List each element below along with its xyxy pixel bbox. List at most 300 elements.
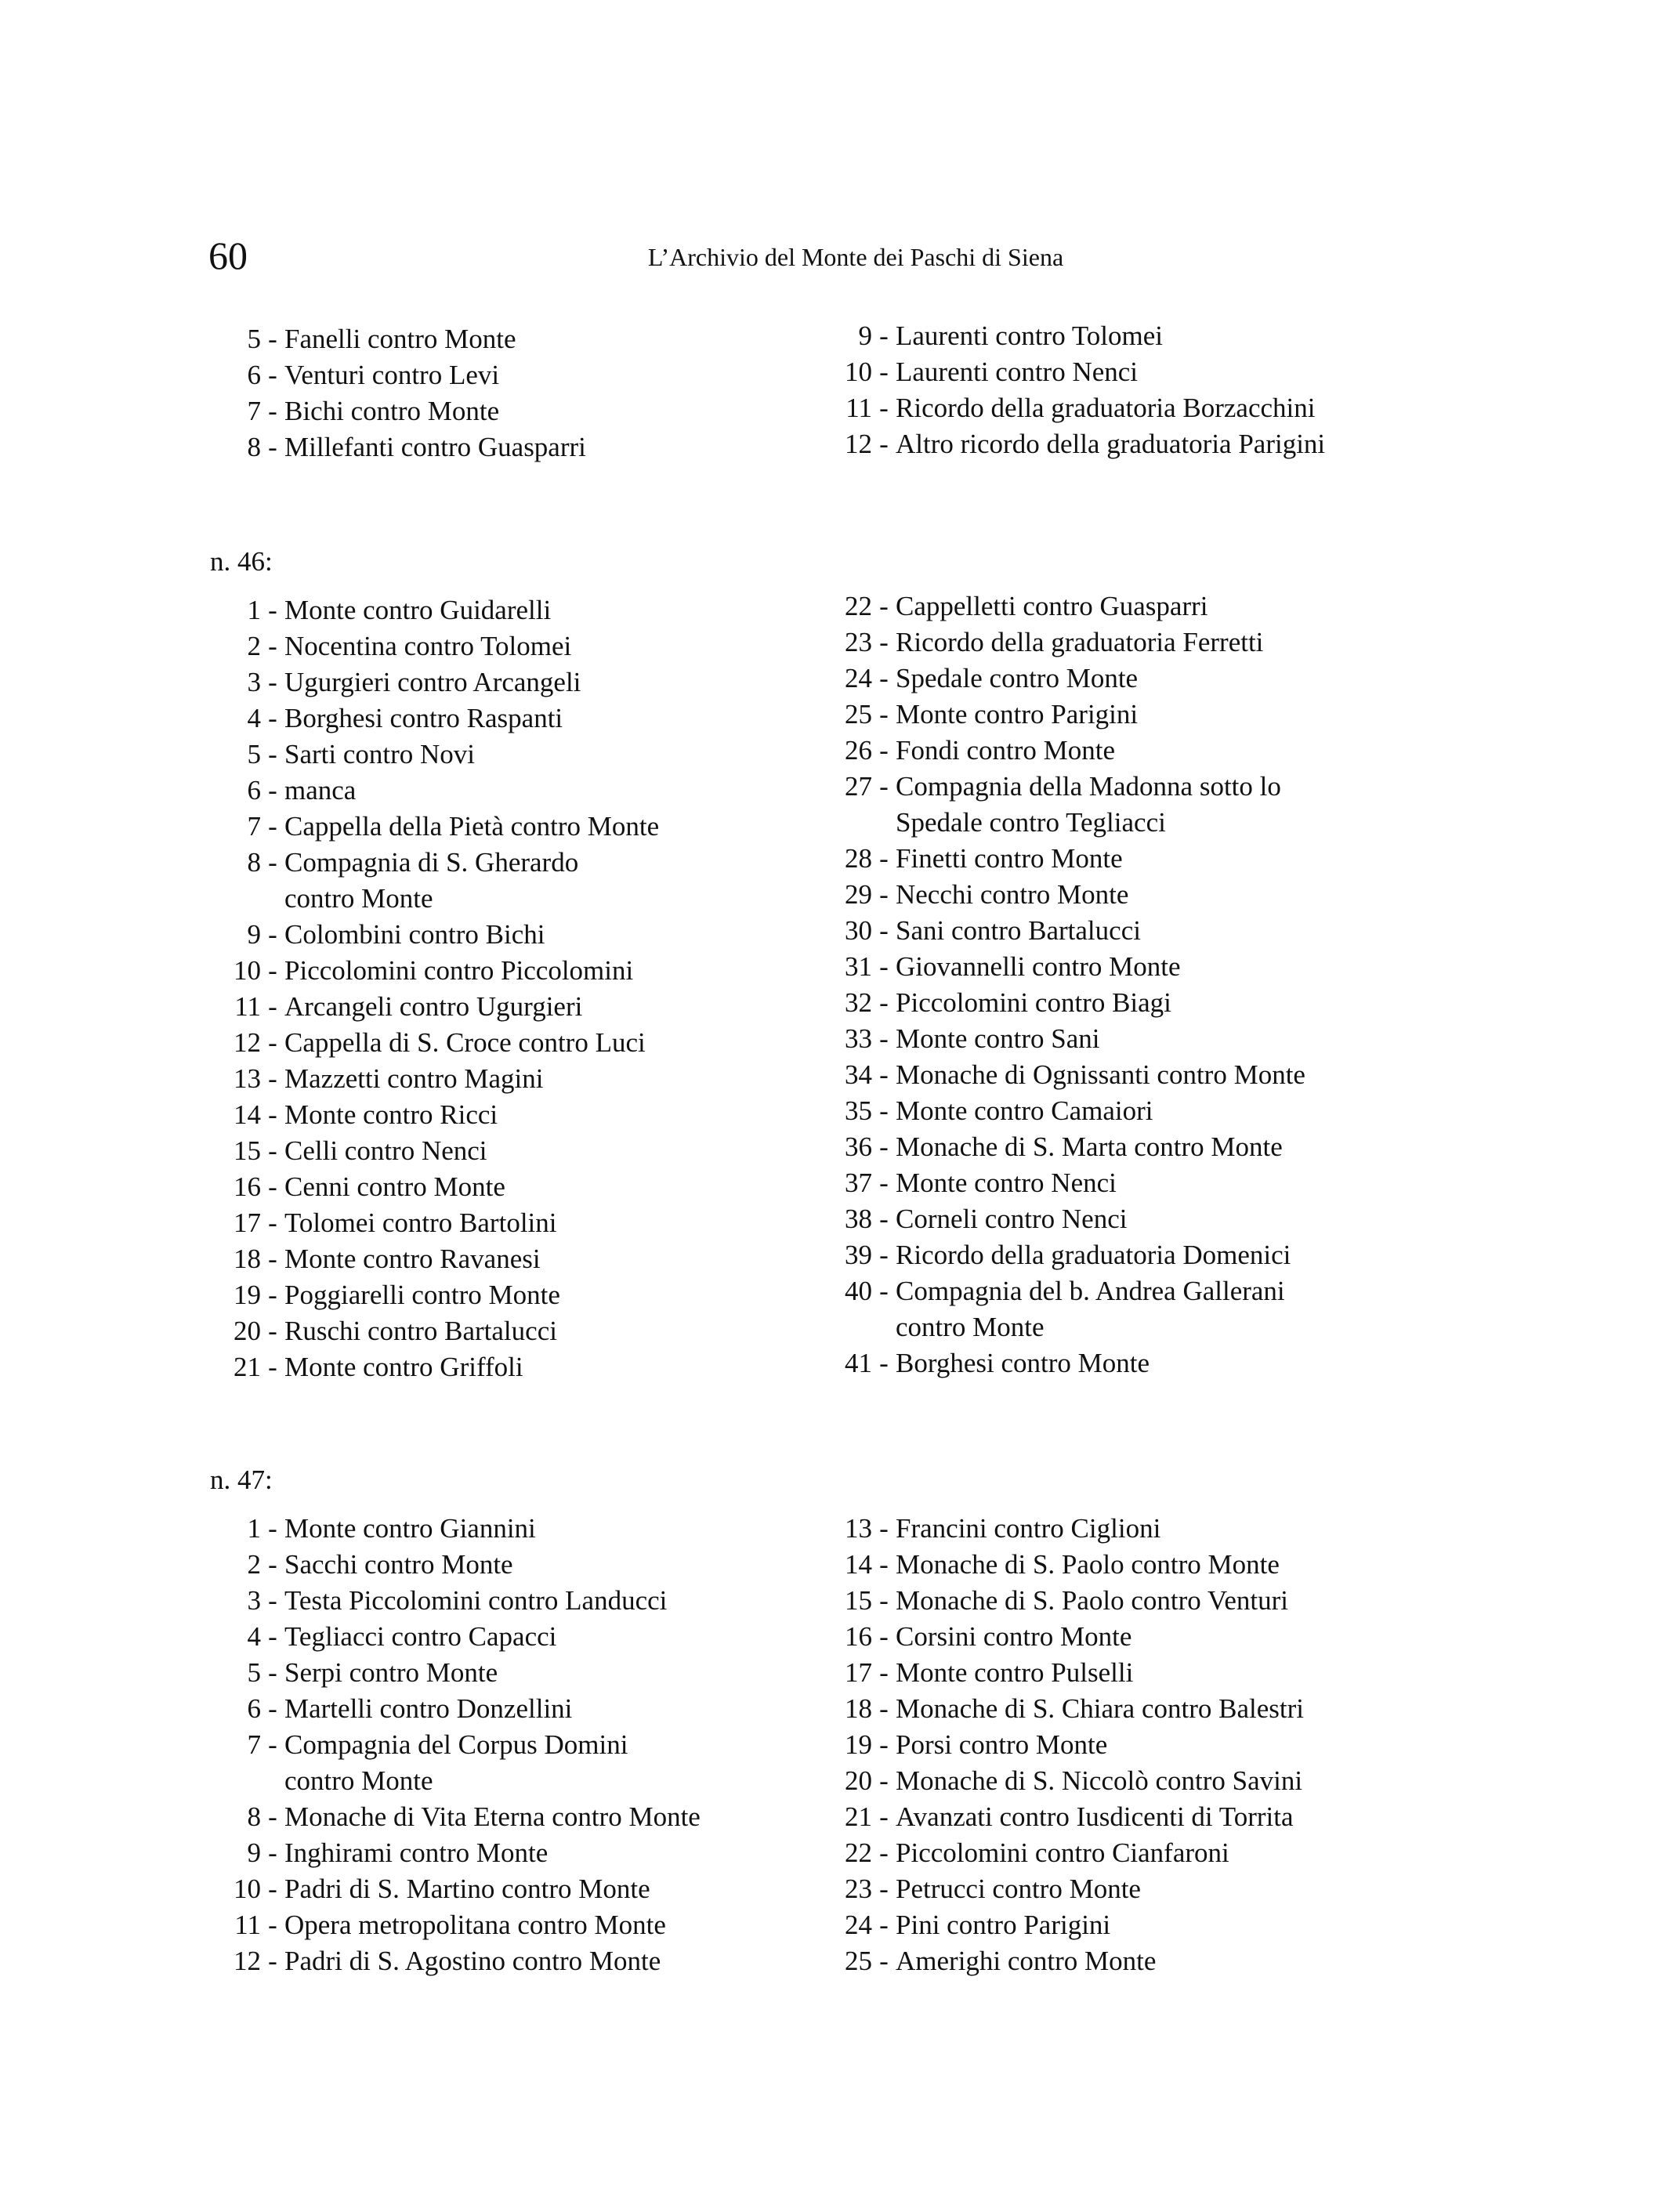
item-text-line: Giovannelli contro Monte [896, 951, 1181, 982]
item-text [896, 1021, 1100, 1057]
item-text [896, 625, 1263, 661]
section-label-n47: n. 47: [210, 1464, 273, 1495]
item-text [284, 1313, 557, 1349]
list-item [200, 1943, 701, 1979]
list-item [200, 1025, 659, 1061]
item-number: 1 [247, 595, 261, 625]
item-text-line: Compagnia di S. Gherardo [284, 847, 579, 878]
item-text-line: Padri di S. Agostino contro Monte [284, 1946, 661, 1976]
item-dash: - [268, 396, 277, 426]
item-text-line: Compagnia della Madonna sotto lo [896, 771, 1281, 802]
list-item [811, 426, 1325, 462]
item-number: 11 [234, 991, 261, 1022]
item-text-line: Monache di S. Chiara contro Balestri [896, 1693, 1304, 1724]
item-text [284, 701, 563, 737]
item-text [896, 1835, 1229, 1871]
list-item [200, 1313, 659, 1349]
item-number: 24 [845, 663, 872, 693]
item-text-line: Monte contro Sani [896, 1023, 1100, 1054]
item-text-line: Serpi contro Monte [284, 1657, 498, 1688]
item-text-line: Ricordo della graduatoria Borzacchini [896, 393, 1316, 423]
item-dash: - [268, 667, 277, 697]
item-number: 34 [845, 1059, 872, 1090]
item-text-line: Ruschi contro Bartalucci [284, 1316, 557, 1346]
item-text-line: Martelli contro Donzellini [284, 1693, 573, 1724]
list-item [200, 1871, 701, 1907]
item-text-line: Sacchi contro Monte [284, 1549, 513, 1580]
item-dash: - [879, 771, 889, 802]
item-number: 38 [845, 1204, 872, 1234]
list-item [200, 429, 586, 465]
item-dash: - [268, 1585, 277, 1616]
item-dash: - [879, 663, 889, 693]
item-text [284, 953, 633, 989]
item-text [284, 1241, 541, 1277]
list-item [200, 1619, 701, 1655]
item-text-line: Padri di S. Martino contro Monte [284, 1874, 650, 1904]
item-number: 12 [234, 1946, 261, 1976]
list-item [811, 1237, 1305, 1273]
item-text-line: Cappelletti contro Guasparri [896, 591, 1208, 621]
section-1-left-column [200, 592, 659, 1385]
item-text [284, 628, 571, 664]
item-text [284, 773, 356, 809]
item-text [896, 1655, 1133, 1691]
item-text-line: Borghesi contro Monte [896, 1348, 1150, 1378]
item-number: 10 [845, 357, 872, 387]
section-2-left-column [200, 1511, 701, 1979]
item-text [284, 664, 581, 701]
item-number: 4 [247, 703, 261, 733]
item-text-line: Venturi contro Levi [284, 360, 500, 390]
list-item [811, 985, 1305, 1021]
item-dash: - [879, 591, 889, 621]
item-text [896, 1583, 1288, 1619]
item-dash: - [879, 699, 889, 730]
item-number: 5 [247, 324, 261, 354]
item-number: 7 [247, 1729, 261, 1760]
item-dash: - [268, 360, 277, 390]
list-item [200, 1511, 701, 1547]
list-item [811, 1727, 1304, 1763]
item-number: 14 [234, 1099, 261, 1130]
item-number: 19 [234, 1280, 261, 1310]
item-dash: - [879, 393, 889, 423]
list-item [811, 1835, 1304, 1871]
item-dash: - [268, 1171, 277, 1202]
item-text [896, 769, 1281, 841]
item-text [896, 1943, 1156, 1979]
item-text-line: Monte contro Parigini [896, 699, 1139, 730]
item-number: 1 [247, 1513, 261, 1544]
item-text [284, 1133, 487, 1169]
item-number: 9 [858, 320, 872, 351]
item-text [284, 1061, 543, 1097]
item-dash: - [268, 1837, 277, 1868]
item-dash: - [879, 1910, 889, 1940]
item-number: 16 [845, 1621, 872, 1652]
item-number: 17 [234, 1207, 261, 1238]
item-text-line: Bichi contro Monte [284, 396, 500, 426]
item-text [284, 1871, 650, 1907]
item-text-line: Monache di S. Paolo contro Venturi [896, 1585, 1288, 1616]
item-number: 26 [845, 735, 872, 766]
item-number: 10 [234, 955, 261, 986]
item-number: 16 [234, 1171, 261, 1202]
list-item [200, 1133, 659, 1169]
item-text [896, 426, 1325, 462]
item-dash: - [268, 775, 277, 806]
list-item [811, 1021, 1305, 1057]
item-dash: - [268, 1693, 277, 1724]
item-dash: - [879, 429, 889, 459]
item-number: 20 [234, 1316, 261, 1346]
item-text-line: Sani contro Bartalucci [896, 915, 1141, 946]
item-text [896, 1165, 1117, 1201]
list-item [811, 1547, 1304, 1583]
list-item [811, 913, 1305, 949]
list-item [811, 769, 1305, 841]
item-text-line: Colombini contro Bichi [284, 919, 545, 950]
list-item [811, 697, 1305, 733]
item-text-line: Monache di Ognissanti contro Monte [896, 1059, 1305, 1090]
list-item [200, 1655, 701, 1691]
item-number: 8 [247, 847, 261, 878]
list-item [811, 1655, 1304, 1691]
list-item [200, 701, 659, 737]
item-number: 12 [234, 1027, 261, 1058]
item-text [896, 913, 1141, 949]
item-number: 37 [845, 1168, 872, 1198]
item-dash: - [268, 919, 277, 950]
item-number: 9 [247, 919, 261, 950]
list-item [200, 1799, 701, 1835]
list-item [200, 1097, 659, 1133]
list-item [200, 953, 659, 989]
item-number: 33 [845, 1023, 872, 1054]
item-dash: - [268, 324, 277, 354]
item-number: 39 [845, 1240, 872, 1270]
list-item [200, 592, 659, 628]
list-item [811, 390, 1325, 426]
item-text [896, 949, 1181, 985]
item-text-line: Piccolomini contro Piccolomini [284, 955, 634, 986]
item-text [896, 1511, 1160, 1547]
item-dash: - [268, 955, 277, 986]
list-item [811, 1871, 1304, 1907]
item-text-line: Fondi contro Monte [896, 735, 1115, 766]
item-text [284, 1907, 666, 1943]
item-number: 22 [845, 1837, 872, 1868]
page-number: 60 [208, 234, 248, 277]
item-text-line: Inghirami contro Monte [284, 1837, 549, 1868]
item-text [896, 985, 1171, 1021]
item-dash: - [268, 1207, 277, 1238]
list-item [200, 357, 586, 393]
item-dash: - [879, 1765, 889, 1796]
item-text [284, 592, 551, 628]
item-dash: - [268, 1910, 277, 1940]
item-text [284, 845, 578, 917]
item-dash: - [879, 1657, 889, 1688]
item-number: 20 [845, 1765, 872, 1796]
item-number: 6 [247, 775, 261, 806]
item-number: 11 [234, 1910, 261, 1940]
item-text-line: Sarti contro Novi [284, 739, 476, 769]
item-dash: - [268, 631, 277, 661]
item-text-line: Spedale contro Monte [896, 663, 1139, 693]
item-number: 28 [845, 843, 872, 874]
list-item [811, 1691, 1304, 1727]
item-text [896, 1237, 1291, 1273]
item-text-line: contro Monte [284, 883, 433, 914]
item-text [284, 1097, 498, 1133]
item-number: 6 [247, 1693, 261, 1724]
item-text [284, 1277, 560, 1313]
item-text [896, 1763, 1302, 1799]
item-text-line: Monte contro Ravanesi [284, 1244, 541, 1274]
list-item [200, 773, 659, 809]
item-text-line: Altro ricordo della graduatoria Parigini [896, 429, 1326, 459]
item-text [284, 737, 475, 773]
item-text-line: Mazzetti contro Magini [284, 1063, 544, 1094]
item-text-line: Laurenti contro Tolomei [896, 320, 1163, 351]
item-number: 40 [845, 1276, 872, 1306]
item-dash: - [879, 843, 889, 874]
item-text [896, 1691, 1304, 1727]
item-text-line: Finetti contro Monte [896, 843, 1123, 874]
item-text-line: Monte contro Guidarelli [284, 595, 552, 625]
list-item [811, 1201, 1305, 1237]
item-dash: - [268, 1549, 277, 1580]
item-text-line: Corsini contro Monte [896, 1621, 1132, 1652]
item-number: 18 [234, 1244, 261, 1274]
item-text-line: Piccolomini contro Biagi [896, 987, 1171, 1018]
section-1-right-column [811, 588, 1305, 1381]
item-number: 13 [845, 1513, 872, 1544]
item-number: 17 [845, 1657, 872, 1688]
item-dash: - [879, 1837, 889, 1868]
item-text-line: Borghesi contro Raspanti [284, 703, 563, 733]
item-number: 35 [845, 1095, 872, 1126]
list-item [811, 1345, 1305, 1381]
item-text [896, 1201, 1127, 1237]
list-item [200, 1349, 659, 1385]
item-dash: - [879, 1801, 889, 1832]
item-dash: - [268, 1621, 277, 1652]
item-text-line: Monte contro Pulselli [896, 1657, 1134, 1688]
item-text [284, 1169, 505, 1205]
item-text-line: Cenni contro Monte [284, 1171, 505, 1202]
item-text-line: Poggiarelli contro Monte [284, 1280, 560, 1310]
item-dash: - [268, 1027, 277, 1058]
item-text [896, 1057, 1305, 1093]
item-text-line: Laurenti contro Nenci [896, 357, 1139, 387]
section-0-left-column [200, 321, 586, 465]
item-text-line: Petrucci contro Monte [896, 1874, 1141, 1904]
item-text [896, 841, 1123, 877]
running-title: L’Archivio del Monte dei Paschi di Siena [647, 243, 1064, 271]
item-text [284, 321, 516, 357]
item-dash: - [268, 811, 277, 842]
item-dash: - [879, 320, 889, 351]
item-text [284, 989, 582, 1025]
item-number: 25 [845, 1946, 872, 1976]
item-dash: - [879, 915, 889, 946]
list-item [200, 1907, 701, 1943]
item-number: 32 [845, 987, 872, 1018]
item-text-line: contro Monte [896, 1312, 1045, 1342]
item-number: 8 [247, 432, 261, 462]
item-text [284, 1205, 557, 1241]
item-dash: - [879, 1276, 889, 1306]
item-number: 2 [247, 631, 261, 661]
item-dash: - [268, 1135, 277, 1166]
list-item [811, 1273, 1305, 1345]
item-number: 12 [845, 429, 872, 459]
list-item [811, 733, 1305, 769]
item-text [896, 1907, 1110, 1943]
item-text-line: Avanzati contro Iusdicenti di Torrita [896, 1801, 1294, 1832]
item-text-line: contro Monte [284, 1765, 433, 1796]
item-number: 21 [234, 1352, 261, 1382]
item-number: 13 [234, 1063, 261, 1094]
item-number: 5 [247, 739, 261, 769]
list-item [811, 1511, 1304, 1547]
list-item [811, 354, 1325, 390]
item-dash: - [268, 703, 277, 733]
item-text [896, 588, 1208, 625]
item-text-line: Ugurgieri contro Arcangeli [284, 667, 581, 697]
item-number: 30 [845, 915, 872, 946]
item-text [284, 1025, 646, 1061]
item-dash: - [268, 739, 277, 769]
item-text-line: Monache di S. Paolo contro Monte [896, 1549, 1280, 1580]
item-text [896, 1129, 1283, 1165]
list-item [811, 1943, 1304, 1979]
item-dash: - [268, 1099, 277, 1130]
item-number: 18 [845, 1693, 872, 1724]
section-2-right-column [811, 1511, 1304, 1979]
item-dash: - [879, 1240, 889, 1270]
item-dash: - [879, 1693, 889, 1724]
item-number: 27 [845, 771, 872, 802]
list-item [811, 1619, 1304, 1655]
item-text-line: Monache di S. Niccolò contro Savini [896, 1765, 1303, 1796]
list-item [811, 1093, 1305, 1129]
item-dash: - [268, 991, 277, 1022]
item-text [896, 1273, 1285, 1345]
item-text-line: Celli contro Nenci [284, 1135, 487, 1166]
item-text [896, 1093, 1153, 1129]
list-item [811, 1763, 1304, 1799]
item-dash: - [268, 595, 277, 625]
item-dash: - [879, 1729, 889, 1760]
item-text [284, 1835, 548, 1871]
item-text [284, 1691, 572, 1727]
item-number: 7 [247, 396, 261, 426]
item-text [896, 390, 1315, 426]
list-item [200, 1583, 701, 1619]
item-number: 3 [247, 667, 261, 697]
list-item [200, 321, 586, 357]
item-number: 41 [845, 1348, 872, 1378]
list-item [200, 1169, 659, 1205]
list-item [200, 628, 659, 664]
item-number: 15 [234, 1135, 261, 1166]
item-text [896, 697, 1138, 733]
item-dash: - [268, 1280, 277, 1310]
item-text-line: Nocentina contro Tolomei [284, 631, 572, 661]
list-item [200, 1691, 701, 1727]
item-dash: - [879, 1204, 889, 1234]
item-dash: - [268, 1513, 277, 1544]
item-text-line: Monte contro Nenci [896, 1168, 1117, 1198]
item-number: 24 [845, 1910, 872, 1940]
item-dash: - [879, 1621, 889, 1652]
item-dash: - [268, 1316, 277, 1346]
list-item [811, 1583, 1304, 1619]
list-item [200, 737, 659, 773]
item-dash: - [879, 1585, 889, 1616]
item-number: 5 [247, 1657, 261, 1688]
item-text [284, 917, 545, 953]
item-text [896, 318, 1163, 354]
item-text-line: Monte contro Ricci [284, 1099, 498, 1130]
list-item [811, 588, 1305, 625]
item-text-line: Ricordo della graduatoria Domenici [896, 1240, 1291, 1270]
item-number: 23 [845, 627, 872, 657]
item-number: 3 [247, 1585, 261, 1616]
item-number: 9 [247, 1837, 261, 1868]
item-text-line: Monte contro Camaiori [896, 1095, 1153, 1126]
list-item [200, 1241, 659, 1277]
item-text-line: Tolomei contro Bartolini [284, 1207, 557, 1238]
list-item [811, 877, 1305, 913]
list-item [811, 625, 1305, 661]
item-dash: - [268, 432, 277, 462]
item-dash: - [879, 951, 889, 982]
item-text-line: Monte contro Giannini [284, 1513, 536, 1544]
item-dash: - [879, 1023, 889, 1054]
item-number: 25 [845, 699, 872, 730]
item-text-line: Compagnia del Corpus Domini [284, 1729, 628, 1760]
item-text-line: Arcangeli contro Ugurgieri [284, 991, 583, 1022]
item-text-line: Porsi contro Monte [896, 1729, 1108, 1760]
item-dash: - [268, 1244, 277, 1274]
item-dash: - [879, 1874, 889, 1904]
list-item [811, 318, 1325, 354]
list-item [200, 917, 659, 953]
item-text-line: Testa Piccolomini contro Landucci [284, 1585, 668, 1616]
item-text [284, 1547, 513, 1583]
item-number: 10 [234, 1874, 261, 1904]
item-number: 15 [845, 1585, 872, 1616]
item-dash: - [879, 1095, 889, 1126]
item-number: 2 [247, 1549, 261, 1580]
item-text-line: Monte contro Griffoli [284, 1352, 523, 1382]
item-dash: - [879, 1168, 889, 1198]
list-item [811, 1907, 1304, 1943]
item-text-line: Tegliacci contro Capacci [284, 1621, 557, 1652]
item-text-line: Millefanti contro Guasparri [284, 432, 586, 462]
item-dash: - [879, 1513, 889, 1544]
item-number: 19 [845, 1729, 872, 1760]
item-text [896, 1345, 1150, 1381]
item-text-line: Opera metropolitana contro Monte [284, 1910, 666, 1940]
list-item [811, 1057, 1305, 1093]
item-text-line: manca [284, 775, 357, 806]
